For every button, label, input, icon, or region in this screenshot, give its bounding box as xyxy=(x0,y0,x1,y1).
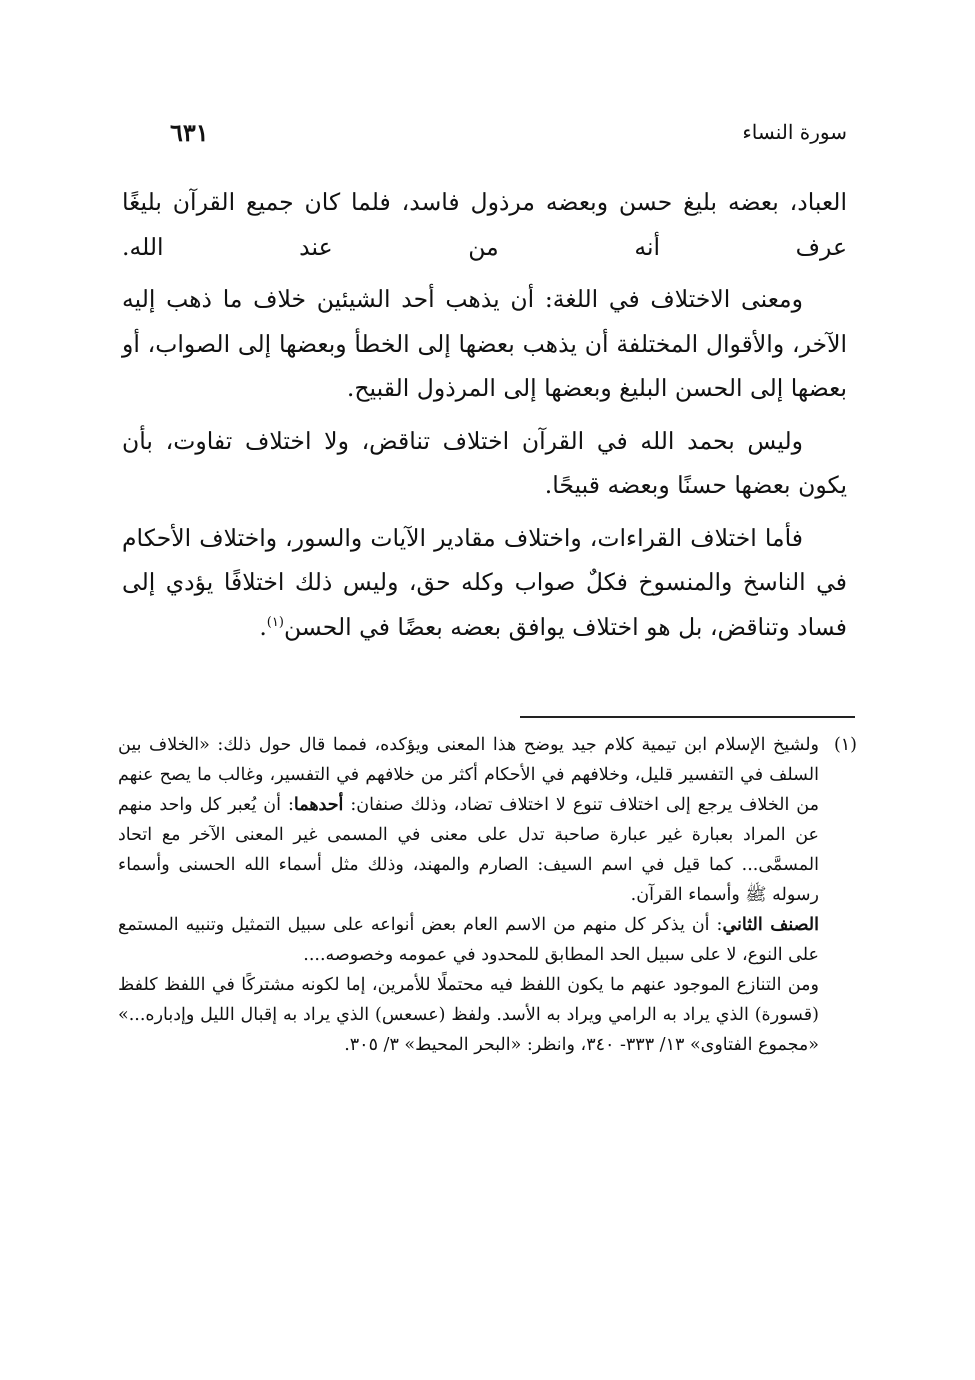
footnote-bold-term-1: أحدهما xyxy=(293,795,344,815)
footnote-marker: (١) xyxy=(833,735,857,755)
footnote-bold-term-2: الصنف الثاني xyxy=(722,915,820,935)
footnote-text-1-rest: : أن يُعبر كل واحد منهم عن المراد بعبارة غير عبارة صاحبة تدل على معنى في المسمى غير المعنى الآخر مع اتحاد المسمَّى... كما قيل في اسم السيف: الصارم والمهند، وذلك مثل أسماء الله الحسنى وأسماء رسوله ﷺ وأسماء القرآن. xyxy=(118,795,819,905)
footnote-text-1: ولشيخ الإسلام ابن تيمية كلام جيد يوضح هذا المعنى ويؤكده، فمما قال حول ذلك: «الخلاف بين السلف في التفسير قليل، وخلافهم في الأحكام أكثر من خلافهم في التفسير، وغالب ما يصح عنهم من الخلاف يرجع إلى اختلاف تنوع لا اختلاف تضاد، وذلك صنفان: xyxy=(118,735,819,815)
paragraph-4-text: فأما اختلاف القراءات، واختلاف مقادير الآيات والسور، واختلاف الأحكام في الناسخ والمنسوخ فكلٌ صواب وكله حق، وليس ذلك اختلافًا يؤدي إلى فساد وتناقض، بل هو اختلاف يوافق بعضه بعضًا في الحسن xyxy=(122,523,847,641)
surah-title: سورة النساء xyxy=(742,120,847,144)
main-text xyxy=(122,180,847,649)
paragraph-4 xyxy=(122,516,847,650)
footnotes xyxy=(118,730,857,1060)
paragraph-3: وليس بحمد الله في القرآن اختلاف تناقض، ولا اختلاف تفاوت، بأن يكون بعضها حسنًا وبعضه قبيحًا. xyxy=(122,426,847,499)
footnote-text-2: : أن يذكر كل منهم من الاسم العام بعض أنواعه على سبيل التمثيل وتنبيه المستمع على النوع، لا على سبيل الحد المطابق للمحدود في عمومه وخصوصه.... xyxy=(118,915,819,965)
page-number: ٦٣١ xyxy=(170,118,209,147)
paragraph-1: العباد، بعضه بليغ حسن وبعضه مرذول فاسد، فلما كان جميع القرآن بليغًا عرف أنه من عند الله. xyxy=(122,188,847,261)
footnote-1-part-2 xyxy=(118,910,857,970)
footnote-reference[interactable]: (١) xyxy=(266,614,284,630)
page-header xyxy=(170,116,847,156)
footnote-separator xyxy=(520,716,855,718)
paragraph-4-end: . xyxy=(259,612,267,641)
footnote-1-part-3: ومن التنازع الموجود عنهم ما يكون اللفظ فيه محتملًا للأمرين، إما لكونه مشتركًا في اللفظ كلفظ (قسورة) الذي يراد به الرامي ويراد به الأسد. ولفظ (عسعس) الذي يراد به إقبال الليل وإدباره...» «مجموع الفتاوى» ١٣/ ٣٣٣- ٣٤٠، وانظر: «البحر المحيط» ٣/ ٣٠٥. xyxy=(118,975,819,1055)
paragraph-2: ومعنى الاختلاف في اللغة: أن يذهب أحد الشيئين خلاف ما ذهب إليه الآخر، والأقوال المختلفة أن يذهب بعضها إلى الخطأ وبعضها إلى الصواب، أو بعضها إلى الحسن البليغ وبعضها إلى المرذول القبيح. xyxy=(122,285,847,402)
footnote-1-part-1 xyxy=(118,730,857,910)
